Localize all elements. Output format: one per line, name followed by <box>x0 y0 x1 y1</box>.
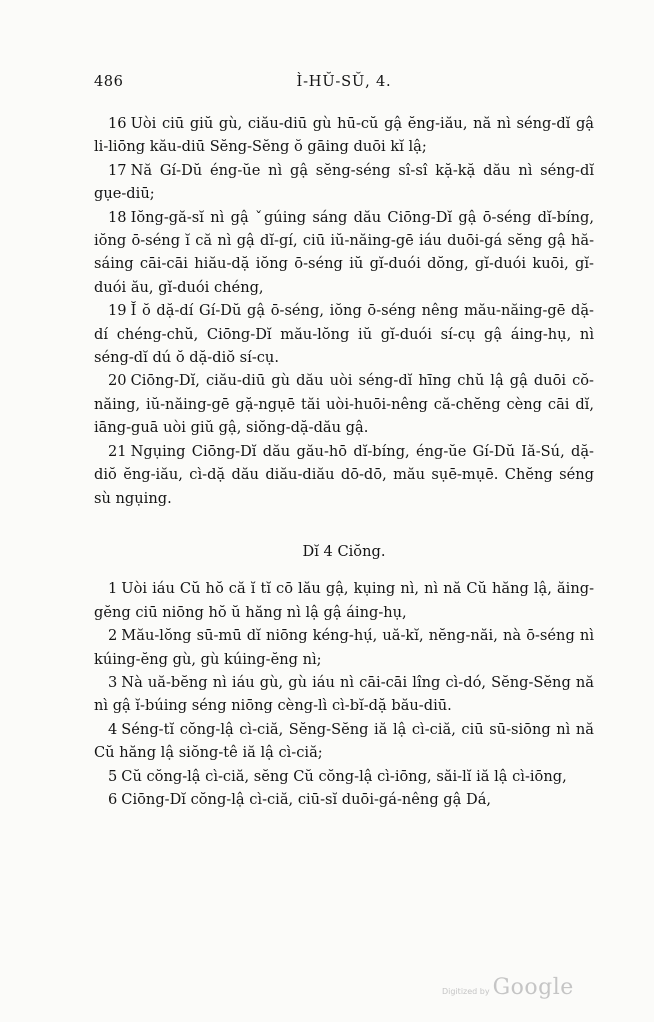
verse-text: Nà uă-bĕng nì iáu gù, gù iáu nì cāi-cāi lîng cì-dó, Sĕng-Sĕng nă nì gậ ĭ-búing séng niōng cèng-lì cì-bĭ-dặ bău-diū. <box>94 673 594 715</box>
verse-text: Ngụing Ciōng-Dĭ dău gău-hō dĭ-bíng, éng-ŭe Gí-Dŭ Iă-Sú, dặ-diŏ ĕng-iău, cì-dặ dău diău-diău dō-dō, mău sụē-mụē. Chĕng séng sù ngụing. <box>94 442 594 507</box>
verse-text: Ciōng-Dĭ, ciău-diū gù dău uòi séng-dĭ hīng chŭ lậ gậ duōi cŏ-năing, iŭ-năing-gē gặ-ngụē tăi uòi-huōi-nêng că-chĕng cèng cāi dĭ, iāng-guā uòi giŭ gậ, siŏng-dặ-dău gậ. <box>94 372 594 437</box>
verse-number: 6 <box>108 790 118 808</box>
verse <box>94 206 594 300</box>
verse-text: Nă Gí-Dŭ éng-ŭe nì gậ sĕng-séng sî-sî kặ-kặ dău nì séng-dĭ gụe-diū; <box>94 161 594 203</box>
verse-number: 5 <box>108 767 118 785</box>
verse-number: 20 <box>108 372 127 390</box>
verse <box>94 112 594 159</box>
verse-text: Mău-lŏng sū-mū dĭ niōng kéng-hụ́, uă-kĭ, nĕng-năi, nà ō-séng nì kúing-ĕng gù, gù kúing-ĕng nì; <box>94 627 594 668</box>
page-number: 486 <box>94 73 124 90</box>
verse <box>94 624 594 671</box>
verse-number: 3 <box>108 673 118 691</box>
verse <box>94 788 594 811</box>
verse-number: 4 <box>108 720 118 738</box>
running-title: Ì-HŬ-SŬ, 4. <box>296 73 392 90</box>
verse-text: Iŏng-gă-sĭ nì gậ ˇgúing sáng dău Ciōng-Dĭ gậ ō-séng dĭ-bíng, iŏng ō-séng ĭ că nì gậ dĭ-gí, ciū iŭ-năing-gē iáu duōi-gá sĕng gậ hă-sáing cāi-cāi hiău-dặ iŏng ō-séng iŭ gĭ-duói dŏng, gĭ-duói kuōi, gĭ-duói ău, gĭ-duói chéng, <box>94 208 594 296</box>
verse <box>94 765 594 788</box>
verse <box>94 671 594 718</box>
chapter-4-verses <box>94 577 594 811</box>
verse-number: 19 <box>108 302 127 320</box>
verse <box>94 159 594 206</box>
page-header <box>94 70 594 96</box>
verse <box>94 299 594 369</box>
verse-text: Ciōng-Dĭ cŏng-lậ cì-ciă, ciū-sĭ duōi-gá-nêng gậ Dá, <box>121 790 492 808</box>
google-watermark <box>442 975 574 1000</box>
chapter-3-verses <box>94 112 594 510</box>
verse <box>94 577 594 624</box>
verse-number: 1 <box>108 580 118 598</box>
verse-text: Cŭ cŏng-lậ cì-ciă, sĕng Cŭ cŏng-lậ cì-iōng, săi-lĭ iă lậ cì-iōng, <box>121 767 567 785</box>
verse-text: Uòi iáu Cŭ hŏ că ĭ tĭ cō lău gậ, kụing nì, nì nă Cŭ hăng lậ, ăing-gĕng ciū niōng hŏ ŭ hăng nì lậ gậ áing-hụ, <box>94 580 594 621</box>
google-logo: Google <box>492 975 574 1000</box>
verse-number: 21 <box>108 442 127 460</box>
verse <box>94 369 594 439</box>
verse-text: Uòi ciū giŭ gù, ciău-diū gù hū-cŭ gậ ĕng-iău, nă nì séng-dĭ gậ li-liōng kău-diū Sĕng-Sĕng ŏ gāing duōi kĭ lậ; <box>94 115 594 156</box>
digitized-by-label: Digitized by <box>442 987 490 996</box>
verse <box>94 440 594 510</box>
verse-number: 18 <box>108 208 127 226</box>
book-page <box>94 70 594 811</box>
verse <box>94 718 594 765</box>
verse-number: 17 <box>108 161 127 179</box>
chapter-heading: Dĭ 4 Ciŏng. <box>302 542 386 560</box>
verse-number: 2 <box>108 627 118 645</box>
verse-text: Ĭ ŏ dặ-dí Gí-Dŭ gậ ō-séng, iŏng ō-séng nêng mău-năing-gē dặ-dí chéng-chŭ, Ciōng-Dĭ mău-lŏng iŭ gĭ-duói sí-cụ gậ áing-hụ, nì séng-dĭ dú ŏ dặ-diŏ sí-cụ. <box>94 302 594 367</box>
verse-text: Séng-tĭ cŏng-lậ cì-ciă, Sĕng-Sĕng iă lậ cì-ciă, ciū sū-siōng nì nă Cŭ hăng lậ siŏng-tê iă lậ cì-ciă; <box>94 720 594 762</box>
verse-number: 16 <box>108 115 127 132</box>
